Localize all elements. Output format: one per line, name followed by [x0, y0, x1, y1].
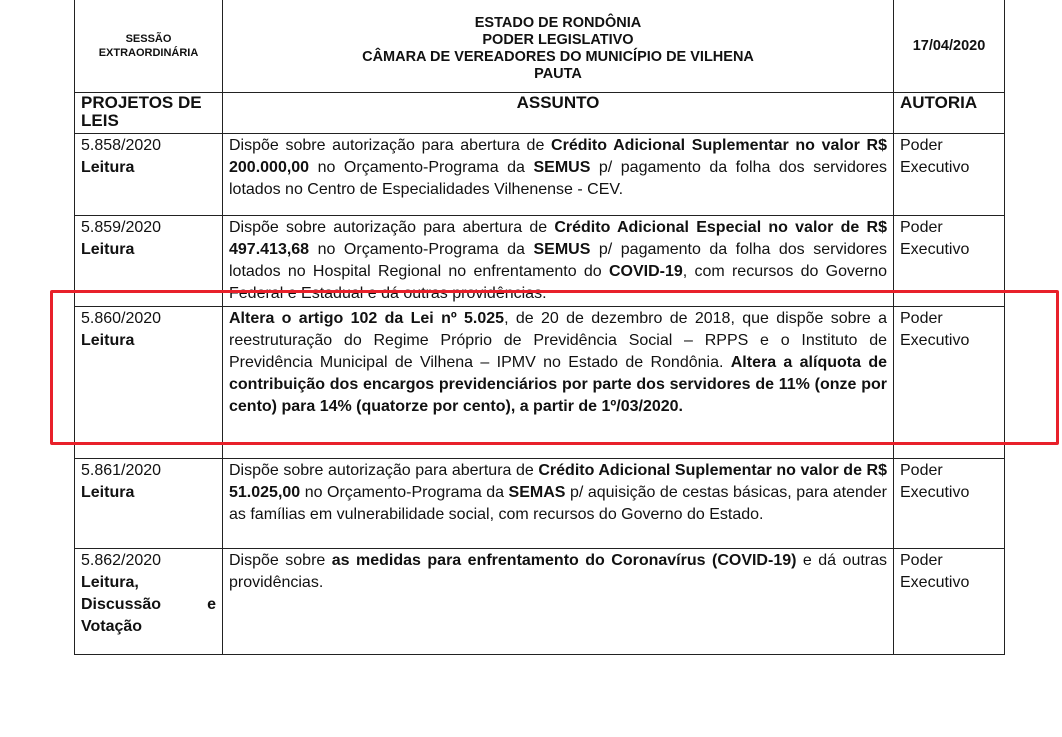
subject-text: Crédito Adicional Suplementar no valor R$ 200.000,00: [229, 137, 887, 176]
project-status: Leitura: [81, 241, 135, 258]
subject-text: no Orçamento-Programa da: [300, 484, 509, 501]
project-number: 5.862/2020: [81, 552, 162, 569]
column-header-subject: ASSUNTO: [223, 93, 894, 134]
subject-text: SEMUS: [533, 241, 591, 258]
table-row: [75, 216, 1005, 307]
column-header-projects-line: LEIS: [81, 111, 119, 130]
subject-cell: [223, 216, 894, 307]
subject-text: p/ pagamento da folha dos servidores lotados no Hospital Regional no enfrentamento do: [229, 241, 888, 280]
project-status: Discussão e: [81, 596, 216, 613]
project-status: Votação: [81, 618, 143, 635]
column-header-projects: [75, 93, 223, 134]
column-header-author: AUTORIA: [894, 93, 1005, 134]
subject-text: e dá outras providências.: [229, 552, 888, 591]
subject-text: , de 20 de dezembro de 2018, que dispõe sobre a reestruturação do Regime Próprio de Previdência Social – RPPS e o Instituto de Previdência Municipal de Vilhena – IPMV no Estado de Rondônia.: [229, 310, 887, 371]
project-status-group: [81, 239, 216, 261]
subject-text: p/ aquisição de cestas básicas, para atender as famílias em vulnerabilidade social, com recursos do Governo do Estado.: [229, 484, 887, 523]
subject-text: no Orçamento-Programa da: [309, 159, 534, 176]
header-line: CÂMARA DE VEREADORES DO MUNICÍPIO DE VILHENA: [362, 49, 754, 65]
header-line: ESTADO DE RONDÔNIA: [474, 15, 642, 31]
subject-cell: [223, 459, 894, 549]
project-number: 5.861/2020: [81, 462, 162, 479]
author-cell: Poder Executivo: [894, 134, 1005, 216]
subject-cell: [223, 549, 894, 655]
author-cell: Poder Executivo: [894, 459, 1005, 549]
project-status: Leitura: [81, 159, 135, 176]
subject-text: Dispõe sobre autorização para abertura de: [229, 219, 555, 236]
project-status-group: [81, 572, 216, 638]
column-header-projects-line: PROJETOS DE: [81, 93, 202, 112]
subject-text: SEMAS: [508, 484, 566, 501]
subject-text: Dispõe sobre autorização para abertura de: [229, 137, 552, 154]
table-row: [75, 549, 1005, 655]
author-cell: Poder Executivo: [894, 307, 1005, 459]
subject-text: Altera a alíquota de contribuição dos encargos previdenciários por parte dos servidores de 11% (onze por cento) para 14% (quatorze por cento), a partir de 1º/03/2020.: [229, 354, 888, 415]
project-cell: [75, 134, 223, 216]
subject-cell: [223, 134, 894, 216]
project-cell: [75, 459, 223, 549]
table-row: [75, 459, 1005, 549]
session-date: 17/04/2020: [894, 0, 1005, 93]
author-cell: Poder Executivo: [894, 216, 1005, 307]
project-status: Leitura: [81, 332, 135, 349]
subject-text: as medidas para enfrentamento do Coronavírus (COVID-19): [331, 552, 797, 569]
project-status-group: [81, 330, 216, 352]
subject-text: SEMUS: [533, 159, 591, 176]
subject-text: Crédito Adicional Suplementar no valor de R$ 51.025,00: [229, 462, 887, 501]
project-status: Leitura,: [81, 574, 139, 591]
project-number: 5.858/2020: [81, 137, 162, 154]
project-cell: [75, 307, 223, 459]
project-number: 5.859/2020: [81, 219, 162, 236]
header-line: PAUTA: [534, 66, 582, 82]
column-headers: [75, 93, 1005, 134]
project-status: Leitura: [81, 484, 135, 501]
session-type: SESSÃO EXTRAORDINÁRIA: [75, 0, 223, 93]
subject-cell: [223, 307, 894, 459]
subject-text: Altera o artigo 102 da Lei nº 5.025: [229, 310, 505, 327]
document-header: [75, 0, 1005, 93]
header-line: PODER LEGISLATIVO: [482, 32, 634, 48]
subject-text: , com recursos do Governo Federal e Estadual e dá outras providências.: [229, 263, 888, 302]
header-title: [223, 0, 894, 93]
agenda-table: [74, 0, 1005, 655]
subject-text: p/ pagamento da folha dos servidores lotados no Centro de Especialidades Vilhenense - CEV.: [229, 159, 888, 198]
table-row: [75, 307, 1005, 459]
subject-text: Dispõe sobre: [229, 552, 332, 569]
project-status-group: [81, 157, 216, 179]
subject-text: Dispõe sobre autorização para abertura de: [229, 462, 539, 479]
subject-text: COVID-19: [608, 263, 683, 280]
subject-text: Crédito Adicional Especial no valor de R$ 497.413,68: [229, 219, 887, 258]
subject-text: no Orçamento-Programa da: [309, 241, 534, 258]
project-cell: [75, 216, 223, 307]
table-row: [75, 134, 1005, 216]
project-number: 5.860/2020: [81, 310, 162, 327]
project-cell: [75, 549, 223, 655]
author-cell: Poder Executivo: [894, 549, 1005, 655]
project-status-group: [81, 482, 216, 504]
